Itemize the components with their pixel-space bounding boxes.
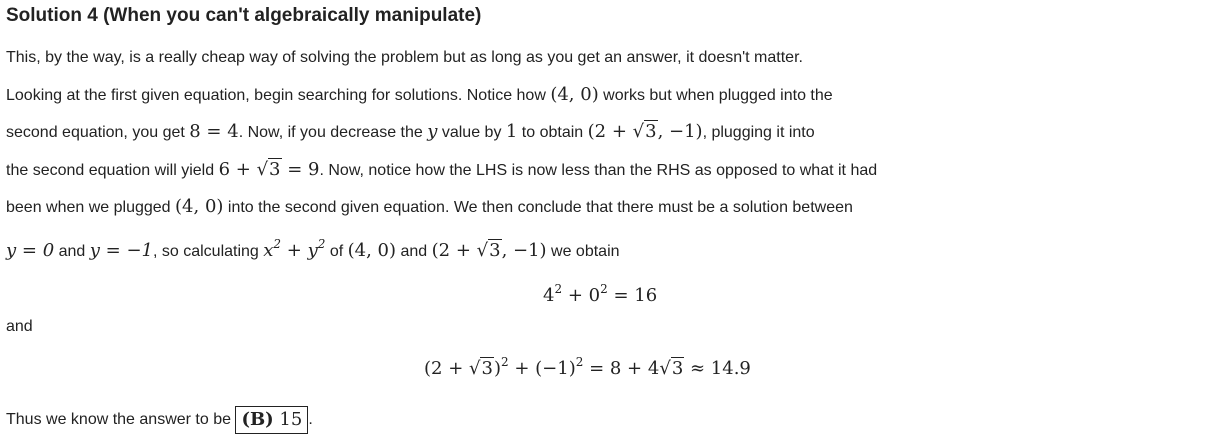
math-part: 4 <box>543 285 555 306</box>
math-point <box>432 239 547 261</box>
text: . <box>308 411 313 429</box>
math-point: (4, 0) <box>550 84 599 105</box>
paragraph-5 <box>6 197 853 218</box>
paragraph-4 <box>6 160 877 181</box>
text: Thus we know the answer to be <box>6 411 236 429</box>
exponent: 2 <box>317 237 326 251</box>
math-number: 1 <box>505 121 518 142</box>
math-part: (2 + <box>587 121 633 142</box>
sqrt-symbol: √ <box>476 240 489 261</box>
exponent: 2 <box>600 282 608 296</box>
sqrt-symbol: √ <box>632 121 645 142</box>
text: , plugging it into <box>702 124 815 141</box>
text: to obtain <box>517 124 588 141</box>
radicand: 3 <box>489 240 501 261</box>
math-point: (4, 0) <box>175 196 224 217</box>
text: Looking at the first given equation, begin searching for solutions. Notice how <box>6 87 551 104</box>
exponent: 2 <box>575 355 584 369</box>
radicand: 3 <box>481 358 493 379</box>
text: . Now, notice how the LHS is now less than the RHS as opposed to what it had <box>319 162 878 179</box>
math-part: ) <box>493 358 501 379</box>
math-point <box>588 120 703 142</box>
text: , so calculating <box>152 243 264 260</box>
sqrt-symbol: √ <box>256 159 269 180</box>
math-part: (2 + <box>424 358 469 379</box>
math-equation: y = −1 <box>89 240 153 261</box>
paragraph-3 <box>6 122 815 143</box>
text: . Now, if you decrease the <box>238 124 428 141</box>
radicand: 3 <box>269 159 281 180</box>
and-text: and <box>6 318 33 335</box>
math-part: + y <box>281 240 318 261</box>
text: been when we plugged <box>6 199 176 216</box>
sqrt-symbol: √ <box>469 358 481 379</box>
text: and <box>54 243 90 260</box>
math-expression <box>263 237 326 261</box>
solution-heading: Solution 4 (When you can't algebraically manipulate) <box>6 5 482 26</box>
math-part: = 9 <box>281 159 320 180</box>
text: works but when plugged into the <box>598 87 833 104</box>
text: value by <box>437 124 506 141</box>
math-part: + (−1) <box>508 358 576 379</box>
math-part: 6 + <box>218 159 257 180</box>
exponent: 2 <box>500 355 509 369</box>
display-equation-2 <box>424 355 751 379</box>
conclusion <box>6 406 313 434</box>
answer-label: (B) <box>241 409 274 430</box>
exponent: 2 <box>273 237 282 251</box>
answer-value: 15 <box>273 409 303 430</box>
paragraph-1: This, by the way, is a really cheap way of solving the problem but as long as you get an answer, it doesn't matter. <box>6 49 803 66</box>
math-part: + 0 <box>562 285 601 306</box>
math-equation <box>219 158 320 180</box>
math-part: = 16 <box>607 285 658 306</box>
text: we obtain <box>546 243 620 260</box>
math-point: (4, 0) <box>347 240 397 261</box>
math-equation: 8 = 4 <box>189 121 239 142</box>
math-variable: y <box>427 121 438 142</box>
radicand: 3 <box>645 121 657 142</box>
math-part: , −1) <box>657 121 703 142</box>
text: of <box>325 243 348 260</box>
math-part: , −1) <box>501 240 547 261</box>
math-part: = 8 + 4 <box>583 358 660 379</box>
math-equation: y = 0 <box>6 240 55 261</box>
sqrt-symbol: √ <box>659 358 671 379</box>
exponent: 2 <box>554 282 563 296</box>
answer-box <box>235 406 308 434</box>
text: second equation, you get <box>6 124 190 141</box>
math-part: (2 + <box>431 240 477 261</box>
text: and <box>396 243 432 260</box>
text: the second equation will yield <box>6 162 219 179</box>
math-part: x <box>263 240 274 261</box>
paragraph-2 <box>6 85 833 106</box>
paragraph-6 <box>6 234 620 262</box>
radicand: 3 <box>671 358 684 379</box>
math-part: ≈ 14.9 <box>684 358 751 379</box>
text: into the second given equation. We then conclude that there must be a solution between <box>223 199 853 216</box>
display-equation-1 <box>543 282 657 306</box>
